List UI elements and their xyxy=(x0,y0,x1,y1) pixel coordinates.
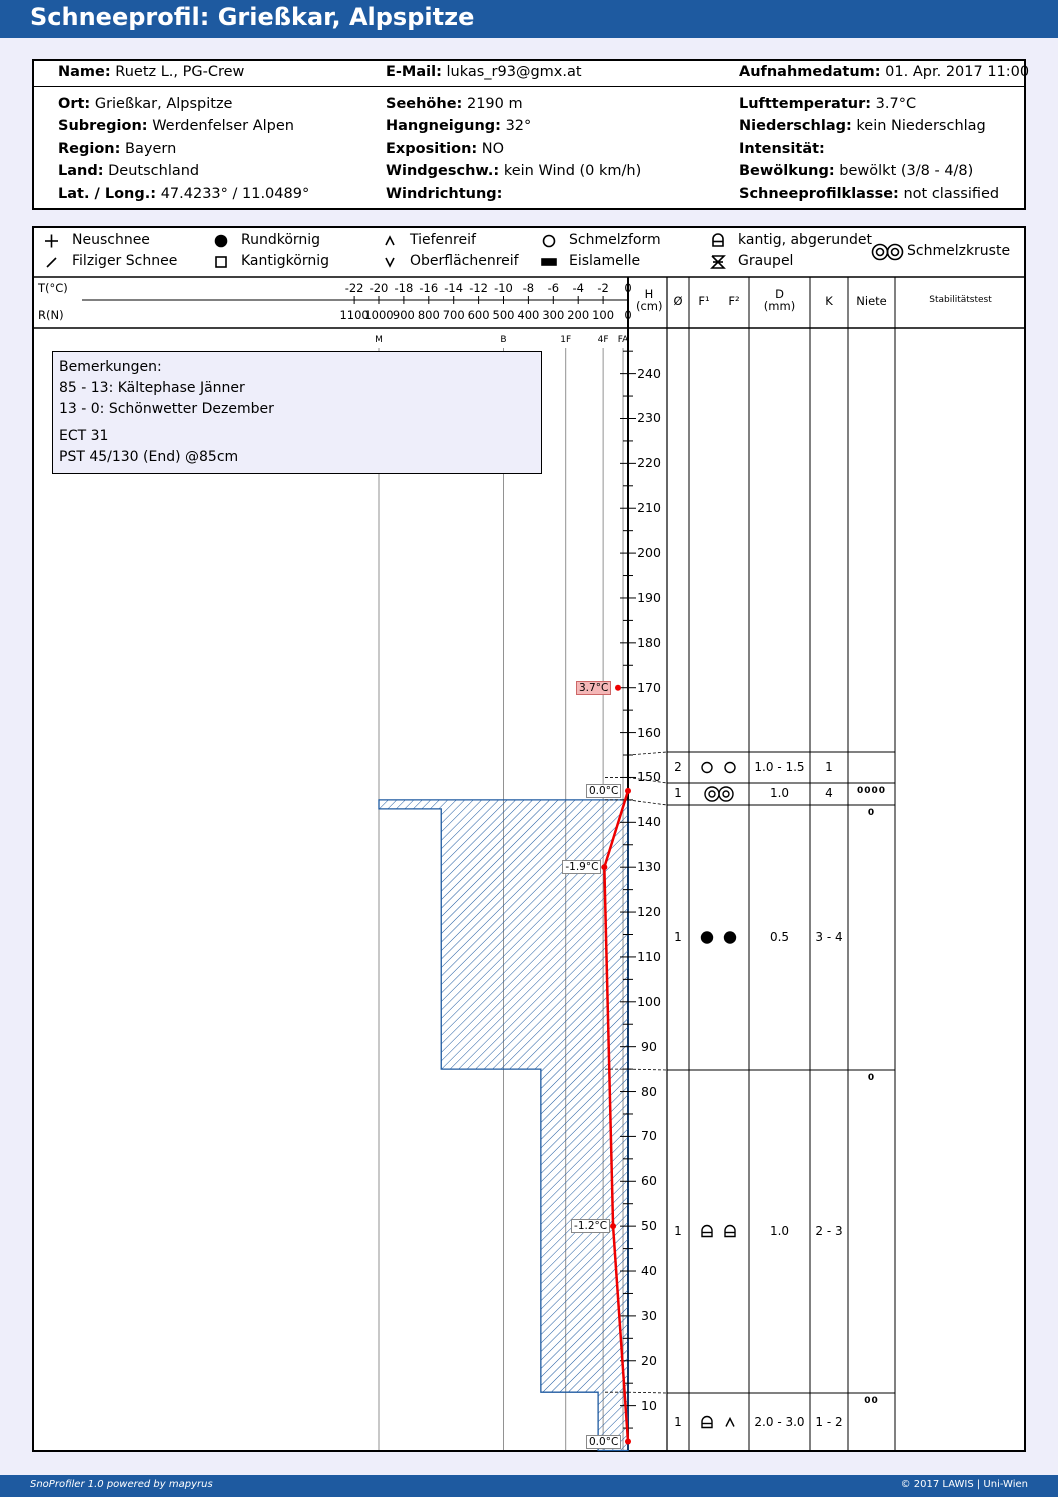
layer-niete: 00 xyxy=(864,1396,879,1406)
height-tick-label: 90 xyxy=(641,1038,657,1054)
t-tick-label: -4 xyxy=(572,281,584,295)
r-tick-label: 200 xyxy=(567,308,590,322)
layer-moisture: 1 xyxy=(674,786,682,800)
footer-bar xyxy=(0,1475,1058,1497)
col-f2-header: F² xyxy=(728,294,740,308)
height-tick-label: 160 xyxy=(637,724,661,740)
layer-grain-size: 2.0 - 3.0 xyxy=(754,1414,805,1429)
remarks-title: Bemerkungen: xyxy=(59,359,162,375)
field-niederschlag: Niederschlag: kein Niederschlag xyxy=(739,118,986,134)
field-date: Aufnahmedatum: 01. Apr. 2017 11:00 xyxy=(739,64,1030,80)
layer-moisture: 1 xyxy=(674,929,682,944)
r-tick-label: 400 xyxy=(517,308,540,322)
height-tick-label: 30 xyxy=(641,1307,657,1323)
layer-niete: 0000 xyxy=(856,786,887,796)
remarks-box xyxy=(52,351,542,474)
t-tick-label: -6 xyxy=(547,281,560,295)
t-tick-label: -10 xyxy=(494,281,513,295)
legend-label: Eislamelle xyxy=(569,253,641,269)
field-intensitaet: Intensität: xyxy=(739,141,825,157)
r-tick-label: 900 xyxy=(392,308,415,322)
temperature-point xyxy=(625,1439,631,1445)
field-ort: Ort: Grießkar, Alpspitze xyxy=(58,96,233,112)
height-tick-label: 220 xyxy=(637,455,661,471)
open-circle-icon xyxy=(702,763,712,773)
filled-circle-icon xyxy=(702,932,713,943)
height-tick-label: 240 xyxy=(637,365,661,381)
layer-connector xyxy=(628,1392,667,1393)
col-k-header: K xyxy=(825,294,833,308)
r-tick-label: 700 xyxy=(442,308,465,322)
field-seehoehe: Seehöhe: 2190 m xyxy=(386,96,523,112)
layer-connector xyxy=(628,800,667,805)
remarks-test: ECT 31 xyxy=(59,428,109,444)
hardness-tick-label: 1F xyxy=(560,335,572,345)
height-tick-label: 150 xyxy=(637,769,661,785)
field-exposition: Exposition: NO xyxy=(386,141,505,157)
col-f1-header: F¹ xyxy=(698,294,710,308)
field-lufttemperatur: Lufttemperatur: 3.7°C xyxy=(739,96,917,112)
remarks-line: 13 - 0: Schönwetter Dezember xyxy=(59,401,274,417)
field-subregion: Subregion: Werdenfelser Alpen xyxy=(58,118,294,134)
layer-moisture: 2 xyxy=(674,759,682,774)
field-region: Region: Bayern xyxy=(58,141,177,157)
legend-label: Graupel xyxy=(738,253,794,269)
footer-credit: SnoProfiler 1.0 powered by mapyrus xyxy=(30,1479,213,1490)
temperature-label: 0.0°C xyxy=(586,784,621,798)
remarks-line: 85 - 13: Kältephase Jänner xyxy=(59,380,245,396)
layer-moisture: 1 xyxy=(674,1223,682,1238)
r-axis-label: R(N) xyxy=(38,308,64,322)
height-tick-label: 80 xyxy=(641,1083,657,1099)
legend-label: Schmelzkruste xyxy=(907,243,1011,259)
air-temperature-label: 3.7°C xyxy=(576,681,611,695)
t-tick-label: -18 xyxy=(394,281,414,295)
remarks-test: PST 45/130 (End) @85cm xyxy=(59,449,239,465)
layer-hardness: 1 - 2 xyxy=(815,1414,843,1429)
r-tick-label: 300 xyxy=(542,308,565,322)
layer-niete: 0 xyxy=(867,808,876,818)
footer-copyright: © 2017 LAWIS | Uni-Wien xyxy=(900,1479,1028,1490)
air-temperature-point xyxy=(615,685,621,691)
height-tick-label: 130 xyxy=(637,859,661,875)
layer-connector xyxy=(628,752,667,755)
hardness-tick-label: B xyxy=(500,335,507,345)
layer-hardness: 4 xyxy=(825,786,833,800)
t-tick-label: 0 xyxy=(624,281,632,295)
layer-connector xyxy=(628,1069,667,1070)
field-hangneigung: Hangneigung: 32° xyxy=(386,118,532,134)
height-tick-label: 70 xyxy=(641,1128,657,1144)
height-tick-label: 180 xyxy=(637,634,661,650)
rounding-facet-icon xyxy=(725,1226,735,1237)
height-tick-label: 140 xyxy=(637,814,661,830)
temperature-label: -1.9°C xyxy=(562,860,601,874)
field-windgeschw: Windgeschw.: kein Wind (0 km/h) xyxy=(386,163,642,179)
caret-up-icon xyxy=(726,1419,734,1427)
layer-grain-size: 1.0 - 1.5 xyxy=(754,759,805,774)
col-d-header: D (mm) xyxy=(763,287,796,313)
height-tick-label: 100 xyxy=(637,993,661,1009)
temperature-point xyxy=(610,1223,616,1229)
field-windrichtung: Windrichtung: xyxy=(386,186,503,202)
height-tick-label: 60 xyxy=(641,1173,657,1189)
h-axis-label: H (cm) xyxy=(636,287,663,313)
legend-label: kantig, abgerundet xyxy=(738,232,872,248)
r-tick-label: 800 xyxy=(417,308,440,322)
rounding-facet-icon xyxy=(702,1226,712,1237)
legend-label: Schmelzform xyxy=(569,232,661,248)
legend-label: Filziger Schnee xyxy=(72,253,178,269)
t-axis-label: T(°C) xyxy=(38,281,68,295)
t-tick-label: -22 xyxy=(344,281,364,295)
t-tick-label: -20 xyxy=(369,281,389,295)
layer-hardness: 3 - 4 xyxy=(815,929,843,944)
legend-label: Rundkörnig xyxy=(241,232,321,248)
layer-hardness: 1 xyxy=(825,759,833,774)
height-tick-label: 190 xyxy=(637,589,661,605)
field-land: Land: Deutschland xyxy=(58,163,200,179)
height-tick-label: 110 xyxy=(637,948,661,964)
t-tick-label: -14 xyxy=(444,281,464,295)
layer-grain-size: 1.0 xyxy=(769,1223,790,1238)
height-tick-label: 120 xyxy=(637,904,661,920)
height-tick-label: 170 xyxy=(637,679,661,695)
height-tick-label: 200 xyxy=(637,545,661,561)
layer-niete: 0 xyxy=(867,1073,876,1083)
r-tick-label: 0 xyxy=(624,308,632,322)
field-name: Name: Ruetz L., PG-Crew xyxy=(58,64,245,80)
layer-hardness: 2 - 3 xyxy=(815,1223,843,1238)
t-tick-label: -16 xyxy=(419,281,439,295)
height-tick-label: 20 xyxy=(641,1352,657,1368)
temperature-point xyxy=(601,864,607,870)
filled-circle-icon xyxy=(725,932,736,943)
melt-crust-icon xyxy=(705,787,733,801)
field-profilklasse: Schneeprofilklasse: not classified xyxy=(739,186,1000,202)
layer-grain-size: 1.0 xyxy=(769,786,790,800)
legend-label: Kantigkörnig xyxy=(241,253,329,269)
t-tick-label: -2 xyxy=(597,281,609,295)
r-tick-label: 1100 xyxy=(339,308,369,322)
hardness-tick-label: 4F xyxy=(597,335,609,345)
height-tick-label: 10 xyxy=(641,1397,657,1413)
field-email: E-Mail: lukas_r93@gmx.at xyxy=(386,64,582,80)
legend-label: Oberflächenreif xyxy=(410,253,519,269)
layer-moisture: 1 xyxy=(674,1414,682,1429)
hardness-tick-label: FA xyxy=(617,335,629,345)
page-title: Schneeprofil: Grießkar, Alpspitze xyxy=(30,3,475,31)
t-tick-label: -12 xyxy=(469,281,488,295)
layer-grain-size: 0.5 xyxy=(769,929,790,944)
height-tick-label: 230 xyxy=(637,410,661,426)
legend-label: Tiefenreif xyxy=(410,232,476,248)
r-tick-label: 600 xyxy=(467,308,490,322)
col-moisture-header: Ø xyxy=(673,294,683,308)
r-tick-label: 1000 xyxy=(364,308,394,322)
height-tick-label: 50 xyxy=(641,1218,657,1234)
field-bewoelkung: Bewölkung: bewölkt (3/8 - 4/8) xyxy=(739,163,974,179)
temperature-point xyxy=(625,788,631,794)
height-tick-label: 40 xyxy=(641,1263,657,1279)
rounding-facet-icon xyxy=(702,1417,712,1428)
col-stab-header: Stabilitätstest xyxy=(929,295,992,305)
r-tick-label: 500 xyxy=(492,308,515,322)
field-latlong: Lat. / Long.: 47.4233° / 11.0489° xyxy=(58,186,310,202)
hardness-tick-label: M xyxy=(375,335,383,345)
legend-label: Neuschnee xyxy=(72,232,150,248)
r-tick-label: 100 xyxy=(592,308,615,322)
temperature-label: -1.2°C xyxy=(571,1219,610,1233)
t-tick-label: -8 xyxy=(522,281,535,295)
col-niete-header: Niete xyxy=(856,294,887,308)
temperature-label: 0.0°C xyxy=(586,1435,621,1449)
height-tick-label: 210 xyxy=(637,500,661,516)
open-circle-icon xyxy=(725,763,735,773)
